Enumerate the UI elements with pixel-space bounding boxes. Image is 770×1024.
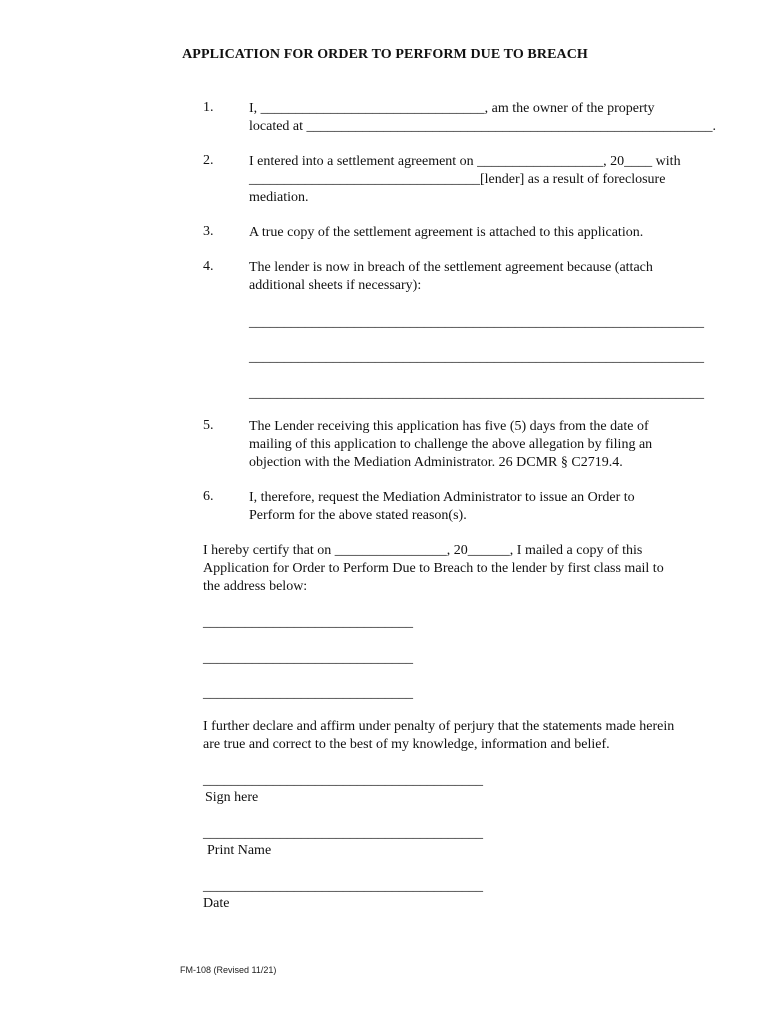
form-title: APPLICATION FOR ORDER TO PERFORM DUE TO BREACH	[182, 47, 588, 62]
item-request-text	[249, 489, 739, 525]
declare-line: I further declare and affirm under penalty of perjury that the statements made herein	[203, 719, 675, 734]
breach-reason-line[interactable]: _________________________________________________________________	[249, 350, 704, 365]
item-copy-text	[249, 224, 739, 242]
item-line: I, therefore, request the Mediation Administrator to issue an Order to	[249, 490, 635, 505]
certify-line: Application for Order to Perform Due to Breach to the lender by first class mail to	[203, 561, 664, 576]
date-line[interactable]: ________________________________________	[203, 879, 483, 894]
print-name-line[interactable]: ________________________________________	[203, 826, 483, 841]
item-line: Perform for the above stated reason(s).	[249, 508, 467, 523]
item-owner-text	[249, 100, 739, 136]
item-line: The Lender receiving this application has five (5) days from the date of	[249, 419, 649, 434]
item-line: mailing of this application to challenge the above allegation by filing an	[249, 437, 653, 452]
address-line[interactable]: ______________________________	[203, 651, 413, 666]
item-line: A true copy of the settlement agreement is attached to this application.	[249, 225, 644, 240]
item-number: 3.	[203, 224, 214, 239]
item-line: additional sheets if necessary):	[249, 278, 422, 293]
address-line[interactable]: ______________________________	[203, 686, 413, 701]
item-number: 1.	[203, 100, 214, 115]
item-line: mediation.	[249, 190, 309, 205]
declare-line: are true and correct to the best of my knowledge, information and belief.	[203, 737, 610, 752]
date-label: Date	[203, 896, 230, 911]
signature-line[interactable]: ________________________________________	[203, 773, 483, 788]
item-breach-text	[249, 259, 739, 295]
item-number: 2.	[203, 153, 214, 168]
item-line: The lender is now in breach of the settlement agreement because (attach	[249, 260, 653, 275]
certify-line: I hereby certify that on ________________, 20______, I mailed a copy of this	[203, 543, 643, 558]
item-line: located at __________________________________________________________.	[249, 119, 717, 134]
address-line[interactable]: ______________________________	[203, 615, 413, 630]
item-challenge-text	[249, 418, 739, 472]
breach-reason-line[interactable]: _________________________________________________________________	[249, 315, 704, 330]
certify-paragraph	[203, 542, 743, 596]
item-line: I, ________________________________, am the owner of the property	[249, 101, 655, 116]
item-line: objection with the Mediation Administrator. 26 DCMR § C2719.4.	[249, 455, 623, 470]
declare-paragraph	[203, 718, 743, 754]
item-number: 5.	[203, 418, 214, 433]
item-settlement-text	[249, 153, 739, 207]
sign-here-label: Sign here	[205, 790, 259, 805]
breach-reason-line[interactable]: _________________________________________________________________	[249, 386, 704, 401]
item-line: I entered into a settlement agreement on __________________, 20____ with	[249, 154, 681, 169]
form-number-footer: FM-108 (Revised 11/21)	[180, 965, 277, 975]
print-name-label: Print Name	[207, 843, 272, 858]
item-line: _________________________________[lender] as a result of foreclosure	[249, 172, 666, 187]
certify-line: the address below:	[203, 579, 308, 594]
item-number: 4.	[203, 259, 214, 274]
item-number: 6.	[203, 489, 214, 504]
